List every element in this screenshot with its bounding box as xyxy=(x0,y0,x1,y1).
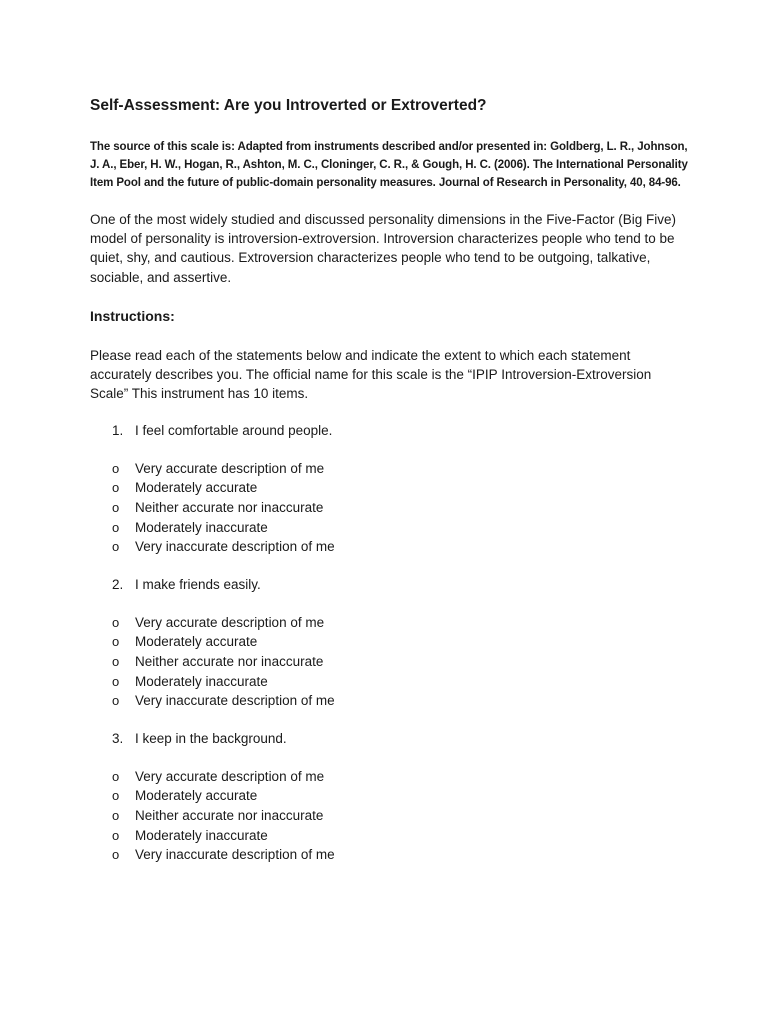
answer-option[interactable] xyxy=(90,806,690,826)
answer-option[interactable] xyxy=(90,786,690,806)
question-text: I keep in the background. xyxy=(135,730,287,746)
option-bullet: o xyxy=(112,847,120,863)
question-number: 3. xyxy=(112,730,124,746)
intro-paragraph: One of the most widely studied and discussed personality dimensions in the Five-Factor (Big Five) model of personality is introversion-extroversion. Introversion characterizes people who tend to be quiet, shy, and cautious. Extroversion characterizes people who tend to be outgoing, talkative, sociable, and assertive. xyxy=(90,212,677,285)
answer-option[interactable] xyxy=(90,691,690,711)
source-citation: The source of this scale is: Adapted from instruments described and/or presented in: Goldberg, L. R., Johnson, J. A., Eber, H. W., Hogan, R., Ashton, M. C., Cloninger, C. R., & Gough, H. C. (2006). The International Personality Item Pool and the future of public-domain personality measures. Journal of Research in Personality, 40, 84-96. xyxy=(90,141,688,189)
answer-option[interactable] xyxy=(90,767,690,787)
option-bullet: o xyxy=(112,634,120,650)
answer-option[interactable] xyxy=(90,518,690,538)
option-bullet: o xyxy=(112,539,120,555)
option-label: Moderately accurate xyxy=(135,788,258,804)
option-label: Moderately inaccurate xyxy=(135,827,268,843)
question-item xyxy=(90,575,690,594)
answer-option[interactable] xyxy=(90,537,690,557)
question-item xyxy=(90,729,690,748)
option-bullet: o xyxy=(112,500,120,515)
answer-options-list xyxy=(90,767,690,865)
option-bullet: o xyxy=(112,693,120,709)
option-label: Moderately accurate xyxy=(135,634,258,650)
option-label: Very accurate description of me xyxy=(135,460,325,476)
option-bullet: o xyxy=(112,768,120,784)
question-text: I feel comfortable around people. xyxy=(135,422,333,438)
option-bullet: o xyxy=(112,788,120,804)
option-label: Moderately inaccurate xyxy=(135,519,268,535)
option-label: Very accurate description of me xyxy=(135,768,325,784)
option-label: Moderately accurate xyxy=(135,480,258,496)
option-bullet: o xyxy=(112,519,120,535)
answer-option[interactable] xyxy=(90,672,690,692)
question-number: 1. xyxy=(112,422,124,438)
option-label: Very inaccurate description of me xyxy=(135,693,335,709)
option-label: Very accurate description of me xyxy=(135,614,325,630)
answer-option[interactable] xyxy=(90,613,690,633)
answer-option[interactable] xyxy=(90,845,690,865)
question-text: I make friends easily. xyxy=(135,576,261,592)
option-bullet: o xyxy=(112,673,120,689)
answer-option[interactable] xyxy=(90,826,690,846)
option-label: Neither accurate nor inaccurate xyxy=(135,500,324,515)
option-bullet: o xyxy=(112,460,120,476)
option-bullet: o xyxy=(112,827,120,843)
option-label: Neither accurate nor inaccurate xyxy=(135,653,324,669)
answer-option[interactable] xyxy=(90,478,690,498)
answer-options-list xyxy=(90,613,690,711)
answer-option[interactable] xyxy=(90,498,690,518)
option-bullet: o xyxy=(112,653,120,669)
option-bullet: o xyxy=(112,480,120,496)
answer-option[interactable] xyxy=(90,652,690,672)
option-bullet: o xyxy=(112,614,120,630)
answer-option[interactable] xyxy=(90,632,690,652)
question-number: 2. xyxy=(112,576,124,592)
option-label: Very inaccurate description of me xyxy=(135,539,335,555)
option-label: Neither accurate nor inaccurate xyxy=(135,807,324,823)
document-page xyxy=(90,96,690,865)
page-title: Self-Assessment: Are you Introverted or Extroverted? xyxy=(90,97,487,114)
option-bullet: o xyxy=(112,807,120,823)
answer-option[interactable] xyxy=(90,459,690,479)
instructions-heading: Instructions: xyxy=(90,307,175,324)
answer-options-list xyxy=(90,459,690,557)
question-item xyxy=(90,421,690,440)
option-label: Very inaccurate description of me xyxy=(135,847,335,863)
option-label: Moderately inaccurate xyxy=(135,673,268,689)
instructions-paragraph: Please read each of the statements below and indicate the extent to which each statement accurately describes you. The official name for this scale is the “IPIP Introversion-Extroversion Scale” This instrument has 10 items. xyxy=(90,347,652,401)
